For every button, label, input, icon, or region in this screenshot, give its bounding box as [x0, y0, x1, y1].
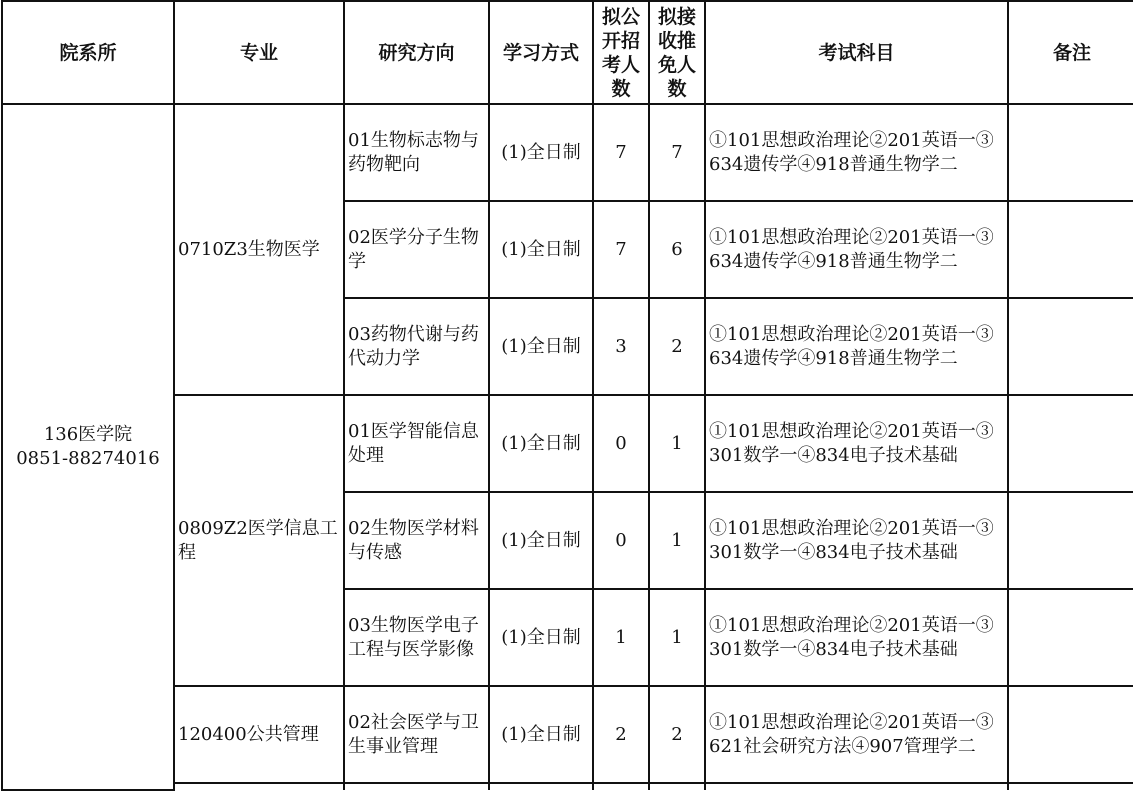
department-name: 136医学院	[43, 424, 133, 445]
subjects-cell: ①101思想政治理论②201英语一③301数学一④834电子技术基础	[705, 395, 1008, 492]
header-direction: 研究方向	[344, 1, 489, 104]
exempt-count-cell: 1	[649, 395, 705, 492]
header-row	[2, 1, 1133, 104]
notes-cell	[1008, 395, 1133, 492]
subjects-cell: ①101思想政治理论②201英语一③301数学一④834电子技术基础	[705, 492, 1008, 589]
major-cell: 0710Z3生物医学	[174, 104, 344, 395]
subjects-cell: ①101思想政治理论②201英语一③634遗传学④918普通生物学二	[705, 298, 1008, 395]
direction-cell: 02生物医学材料与传感	[344, 492, 489, 589]
direction-cell: 02社会医学与卫生事业管理	[344, 686, 489, 783]
department-phone: 0851-88274016	[16, 448, 160, 469]
subjects-cell: ①101思想政治理论②201英语一③634遗传学④918普通生物学二	[705, 201, 1008, 298]
direction-cell: 02医学分子生物学	[344, 201, 489, 298]
mode-cell: (1)全日制	[489, 492, 593, 589]
subjects-cell: ①101思想政治理论②201英语一③634遗传学④918普通生物学二	[705, 104, 1008, 201]
major-cell: 0809Z2医学信息工程	[174, 395, 344, 686]
header-notes: 备注	[1008, 1, 1133, 104]
open-count-cell: 2	[593, 686, 649, 783]
open-count-cell: 0	[593, 395, 649, 492]
header-major: 专业	[174, 1, 344, 104]
notes-cell	[1008, 104, 1133, 201]
header-open-count: 拟公开招考人数	[593, 1, 649, 104]
open-count-cell: 7	[593, 201, 649, 298]
header-dept: 院系所	[2, 1, 174, 104]
subjects-cell: ①101思想政治理论②201英语一③621社会研究方法④907管理学二	[705, 686, 1008, 783]
exempt-count-cell: 2	[649, 298, 705, 395]
direction-cell: 03生物医学电子工程与医学影像	[344, 589, 489, 686]
subjects-cell: ①101思想政治理论②201英语一③301数学一④834电子技术基础	[705, 589, 1008, 686]
direction-cell: 03药物代谢与药代动力学	[344, 298, 489, 395]
notes-cell	[1008, 201, 1133, 298]
notes-cell	[1008, 492, 1133, 589]
mode-cell: (1)全日制	[489, 298, 593, 395]
exempt-count-cell: 1	[649, 589, 705, 686]
notes-cell	[1008, 589, 1133, 686]
mode-cell: (1)全日制	[489, 686, 593, 783]
mode-cell: (1)全日制	[489, 201, 593, 298]
direction-cell: 01生物标志物与药物靶向	[344, 104, 489, 201]
notes-cell	[1008, 686, 1133, 783]
mode-cell: (1)全日制	[489, 589, 593, 686]
direction-cell: 01医学智能信息处理	[344, 395, 489, 492]
exempt-count-cell: 1	[649, 492, 705, 589]
open-count-cell: 1	[593, 589, 649, 686]
exempt-count-cell: 7	[649, 104, 705, 201]
department-cell	[2, 104, 174, 790]
header-exempt-count: 拟接收推免人数	[649, 1, 705, 104]
open-count-cell: 7	[593, 104, 649, 201]
exempt-count-cell: 2	[649, 686, 705, 783]
admissions-table	[1, 0, 1133, 791]
notes-cell	[1008, 298, 1133, 395]
header-mode: 学习方式	[489, 1, 593, 104]
header-subjects: 考试科目	[705, 1, 1008, 104]
mode-cell: (1)全日制	[489, 395, 593, 492]
mode-cell: (1)全日制	[489, 104, 593, 201]
open-count-cell: 0	[593, 492, 649, 589]
exempt-count-cell: 6	[649, 201, 705, 298]
open-count-cell: 3	[593, 298, 649, 395]
table-row	[2, 104, 1133, 201]
major-cell: 120400公共管理	[174, 686, 344, 783]
